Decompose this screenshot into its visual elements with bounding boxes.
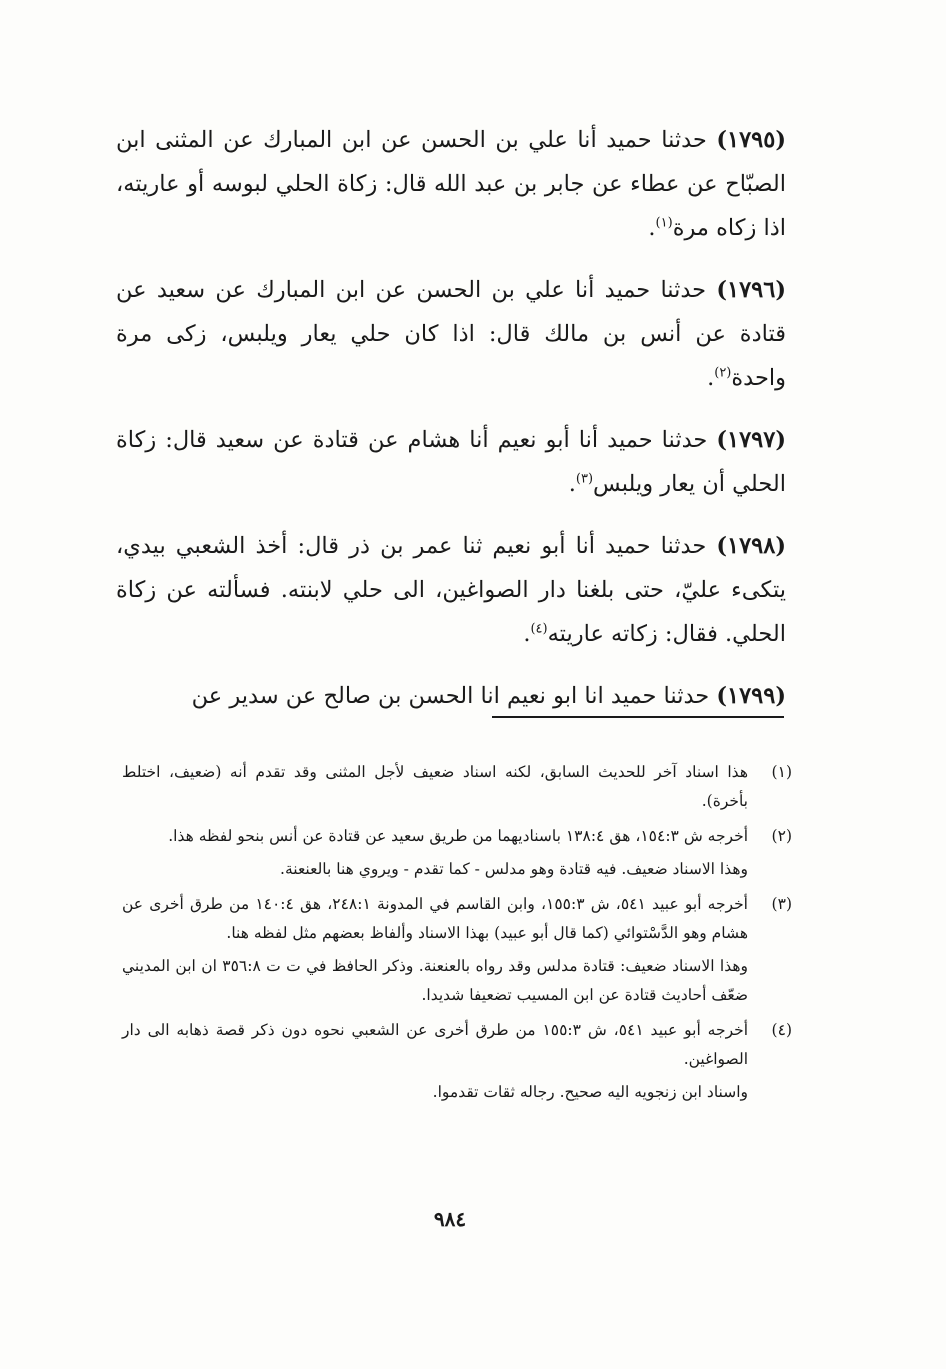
hadith-end: . — [523, 621, 531, 647]
hadith-number: (١٧٩٨) — [716, 533, 786, 559]
hadith-text: حدثنا حميد أنا علي بن الحسن عن ابن المبارك عن سعيد عن قتادة عن أنس بن مالك قال: اذا كان حلي يعار ويلبس، زكى مرة واحدة — [116, 277, 786, 391]
footnote-number: (٢) — [771, 827, 792, 845]
footnote-body — [122, 890, 748, 1014]
footnote-body — [122, 1016, 748, 1111]
hadith-end: . — [707, 365, 715, 391]
footnote-number: (٣) — [771, 895, 792, 913]
footnote-3 — [122, 890, 792, 1014]
footnote-paragraph: أخرجه أبو عبيد ٥٤١، ش ١٥٥:٣، وابن القاسم في المدونة ٢٤٨:١، هق ١٤٠:٤ من طرق أخرى عن هشام وهو الدَّسْتوائي (كما قال أبو عبيد) بهذا الاسناد وألفاظ بعضهم مثل لفظه هنا. — [122, 895, 748, 942]
footnote-paragraph: وهذا الاسناد ضعيف: قتادة مدلس وقد رواه بالعنعنة. وذكر الحافظ في ت ت ٣٥٦:٨ ان ابن المديني ضعّف أحاديث قتادة عن ابن المسيب تضعيفا شديدا. — [122, 957, 748, 1004]
footnote-4 — [122, 1016, 792, 1111]
footnote-body — [122, 822, 748, 888]
hadith-end: . — [568, 471, 576, 497]
hadith-end: . — [648, 215, 656, 241]
footnote-ref: (١) — [655, 215, 673, 231]
hadith-1796 — [116, 268, 786, 400]
footnote-paragraph: واسناد ابن زنجويه اليه صحيح. رجاله ثقات تقدموا. — [432, 1083, 748, 1101]
hadith-1798 — [116, 524, 786, 656]
footnote-paragraph: وهذا الاسناد ضعيف. فيه قتادة وهو مدلس - كما تقدم - ويروي هنا بالعنعنة. — [280, 860, 748, 878]
hadith-1799 — [116, 674, 786, 718]
footnote-ref: (٢) — [714, 365, 732, 381]
footnote-number: (٤) — [771, 1021, 792, 1039]
hadith-number: (١٧٩٩) — [716, 683, 786, 709]
hadith-number: (١٧٩٦) — [716, 277, 787, 303]
footnote-1 — [122, 758, 792, 820]
footnote-paragraph: أخرجه ش ١٥٤:٣، هق ١٣٨:٤ باسناديهما من طريق سعيد عن قتادة عن أنس بنحو لفظه هذا. — [168, 827, 748, 845]
footnote-paragraph: هذا اسناد آخر للحديث السابق، لكنه اسناد ضعيف لأجل المثنى وقد تقدم أنه (ضعيف، اختلط بأخرة). — [122, 763, 748, 810]
hadith-number: (١٧٩٧) — [716, 427, 787, 453]
footnotes — [122, 758, 792, 1113]
hadith-number: (١٧٩٥) — [716, 127, 786, 153]
footnote-paragraph: أخرجه أبو عبيد ٥٤١، ش ١٥٥:٣ من طرق أخرى عن الشعبي نحوه دون ذكر قصة ذهابه الى دار الصواغين. — [122, 1021, 749, 1068]
footnote-ref: (٣) — [575, 471, 594, 487]
main-text — [116, 118, 786, 736]
footnote-body — [122, 758, 748, 820]
hadith-1795 — [116, 118, 786, 250]
hadith-text: حدثنا حميد أنا أبو نعيم ثنا عمر بن ذر قال: أخذ الشعبي بيدي، يتكىء عليّ، حتى بلغنا دار الصواغين، الى حلي لابنته. فسألته عن زكاة الحلي. فقال: زكاته عاريته — [116, 533, 786, 647]
hadith-1797 — [116, 418, 786, 506]
hadith-text: حدثنا حميد أنا علي بن الحسن عن ابن المبارك عن المثنى ابن الصبّاح عن عطاء عن جابر بن عبد الله قال: زكاة الحلي لبوسه أو عاريته، اذا زكاه مرة — [116, 127, 786, 241]
hadith-text: حدثنا حميد أنا أبو نعيم أنا هشام عن قتادة عن سعيد قال: زكاة الحلي أن يعار ويلبس — [116, 427, 786, 497]
footnote-number: (١) — [771, 763, 792, 781]
footnote-ref: (٤) — [530, 621, 548, 637]
page-number: ٩٨٤ — [433, 1207, 467, 1231]
footnote-separator — [492, 716, 784, 718]
hadith-text: حدثنا حميد انا ابو نعيم انا الحسن بن صالح عن سدير عن — [191, 683, 710, 709]
footnote-2 — [122, 822, 792, 888]
